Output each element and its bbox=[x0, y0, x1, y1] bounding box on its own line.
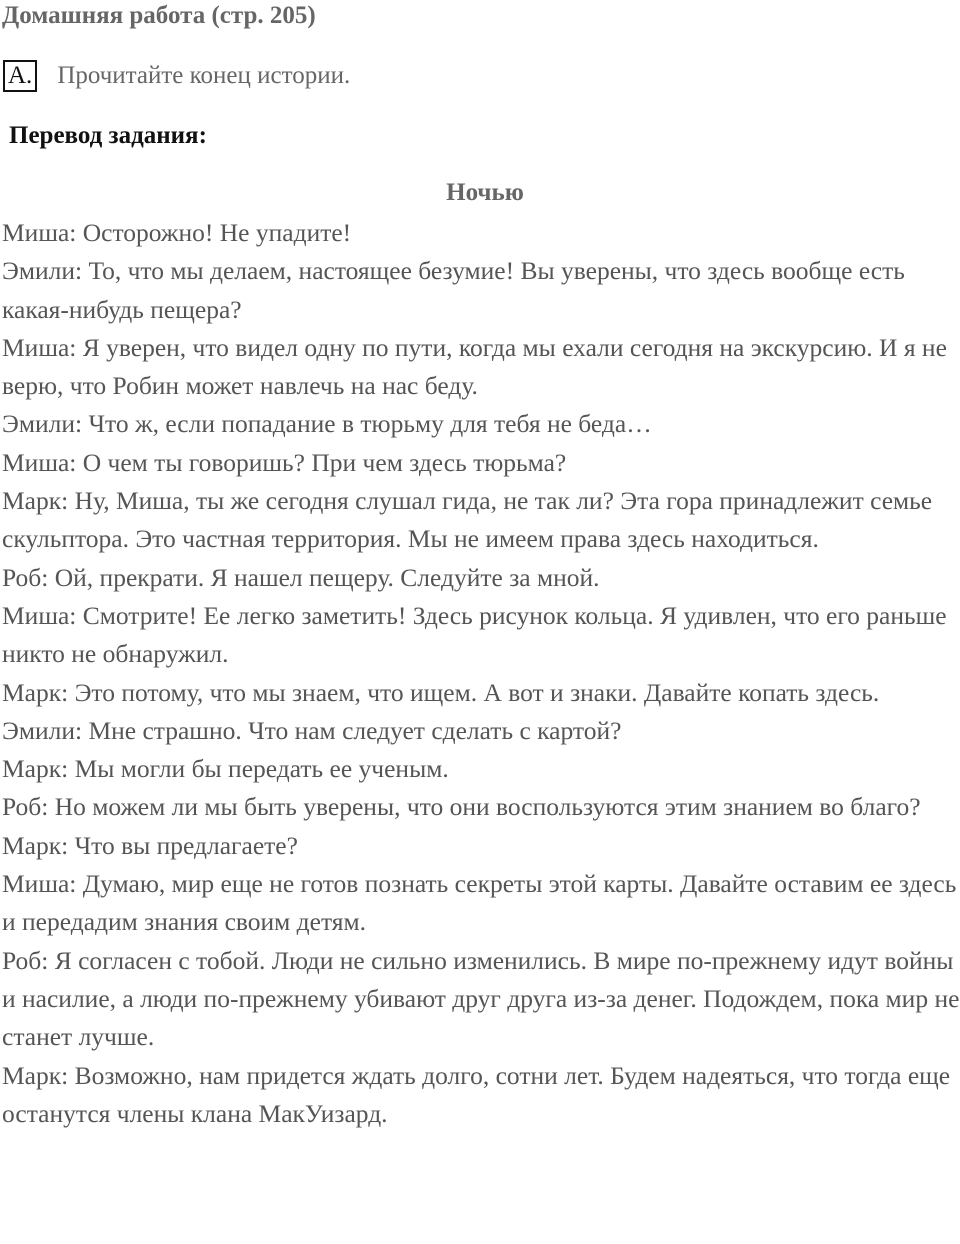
task-row bbox=[3, 59, 350, 93]
dialogue-line: Миша: Я уверен, что видел одну по пути, когда мы ехали сегодня на экскурсию. И я не верю, что Робин может навлечь на нас беду. bbox=[2, 332, 947, 401]
story-text bbox=[2, 214, 960, 1133]
translation-label: Перевод задания: bbox=[9, 122, 207, 149]
dialogue-line: Марк: Это потому, что мы знаем, что ищем. А вот и знаки. Давайте копать здесь. bbox=[2, 677, 880, 707]
task-instruction: Прочитайте конец истории. bbox=[57, 62, 351, 89]
dialogue-line: Эмили: То, что мы делаем, настоящее безумие! Вы уверены, что здесь вообще есть какая-нибудь пещера? bbox=[2, 256, 905, 324]
dialogue-line: Роб: Ой, прекрати. Я нашел пещеру. Следуйте за мной. bbox=[2, 562, 600, 592]
dialogue-line: Марк: Мы могли бы передать ее ученым. bbox=[2, 754, 449, 784]
dialogue-line: Роб: Но можем ли мы быть уверены, что они воспользуются этим знанием во благо? bbox=[2, 792, 921, 822]
dialogue-line: Марк: Что вы предлагаете? bbox=[2, 830, 298, 860]
dialogue-line: Марк: Ну, Миша, ты же сегодня слушал гида, не так ли? Эта гора принадлежит семье скульптора. Это частная территория. Мы не имеем права здесь находиться. bbox=[2, 486, 933, 554]
page-title: Домашняя работа (стр. 205) bbox=[2, 2, 316, 29]
dialogue-line: Марк: Возможно, нам придется ждать долго, сотни лет. Будем надеяться, что тогда еще останутся члены клана МакУизард. bbox=[2, 1060, 951, 1128]
dialogue-line: Миша: Осторожно! Не упадите! bbox=[2, 218, 352, 247]
story-title: Ночью bbox=[446, 179, 524, 206]
dialogue-line: Эмили: Что ж, если попадание в тюрьму для тебя не беда… bbox=[2, 409, 652, 439]
dialogue-line: Эмили: Мне страшно. Что нам следует сделать с картой? bbox=[2, 715, 622, 745]
task-letter-box: A. bbox=[3, 60, 37, 92]
dialogue-line: Роб: Я согласен с тобой. Люди не сильно изменились. В мире по-прежнему идут войны и насилие, а люди по-прежнему убивают друг друга из-за денег. Подождем, пока мир не станет лучше. bbox=[2, 945, 960, 1052]
dialogue-line: Миша: Смотрите! Ее легко заметить! Здесь рисунок кольца. Я удивлен, что его раньше никто не обнаружил. bbox=[2, 600, 947, 669]
dialogue-line: Миша: Думаю, мир еще не готов познать секреты этой карты. Давайте оставим ее здесь и передадим знания своим детям. bbox=[2, 869, 957, 937]
dialogue-line: Миша: О чем ты говоришь? При чем здесь тюрьма? bbox=[2, 447, 567, 477]
